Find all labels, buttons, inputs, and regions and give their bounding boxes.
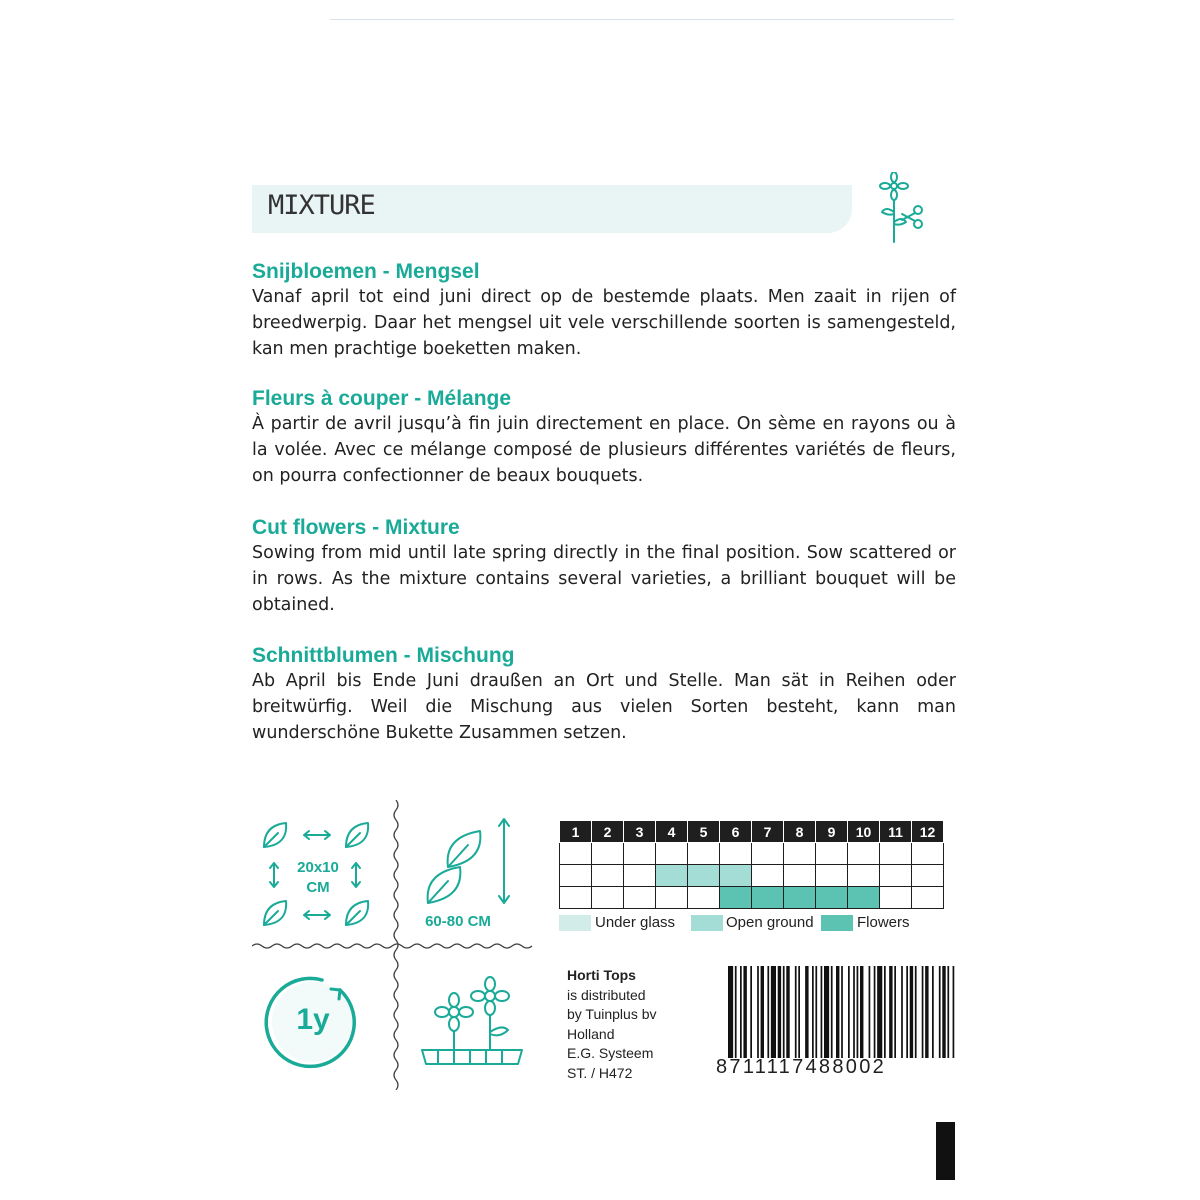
calendar-cell: [720, 887, 752, 909]
calendar-month-10: 10: [848, 821, 880, 843]
calendar-row-under-glass: [560, 843, 944, 865]
calendar-cell: [784, 887, 816, 909]
legend-swatch-under-glass: [559, 915, 591, 931]
calendar-cell: [624, 865, 656, 887]
barcode-number: 8711117488002: [716, 1056, 887, 1078]
section-title: Cut flowers - Mixture: [252, 516, 460, 539]
spacing-unit: CM: [306, 879, 330, 896]
distributor-line: by Tuinplus bv: [567, 1006, 657, 1022]
calendar-cell: [784, 843, 816, 865]
barcode-bar: [869, 966, 871, 1058]
calendar-cell: [880, 865, 912, 887]
legend-swatch-flowers: [821, 915, 853, 931]
barcode-bar: [922, 966, 924, 1058]
barcode-bar: [831, 966, 833, 1058]
calendar-cell: [816, 865, 848, 887]
calendar-cell: [688, 887, 720, 909]
calendar-month-row: [560, 821, 944, 843]
barcode-bar: [757, 966, 759, 1058]
barcode-bar: [728, 966, 733, 1058]
barcode-bar: [915, 966, 917, 1058]
calendar-cell: [720, 865, 752, 887]
barcode-bar: [836, 966, 839, 1058]
barcode-bar: [874, 966, 876, 1058]
calendar-month-8: 8: [784, 821, 816, 843]
barcode-bar: [786, 966, 789, 1058]
section-title: Snijbloemen - Mengsel: [252, 260, 480, 283]
barcode-bar: [925, 966, 928, 1058]
calendar-cell: [592, 843, 624, 865]
plant-height-icon: [418, 815, 518, 910]
calendar-cell: [752, 843, 784, 865]
barcode-bar: [942, 966, 945, 1058]
distributor-line: ST. / H472: [567, 1064, 633, 1081]
calendar-month-3: 3: [624, 821, 656, 843]
calendar-cell: [592, 887, 624, 909]
barcode-bar: [767, 966, 769, 1058]
calendar-cell: [656, 865, 688, 887]
barcode-bar: [894, 966, 896, 1058]
plant-height-label: 60-80 CM: [425, 913, 491, 930]
top-divider: [330, 19, 954, 20]
barcode-bar: [735, 966, 737, 1058]
barcode-bar: [860, 966, 863, 1058]
section-french: [252, 386, 956, 489]
calendar-row-open-ground: [560, 865, 944, 887]
barcode-bar: [798, 966, 800, 1058]
calendar-cell: [720, 843, 752, 865]
barcode-bar: [778, 966, 781, 1058]
calendar-cell: [752, 887, 784, 909]
brand-name: Horti Tops: [567, 967, 636, 983]
calendar-cell: [752, 865, 784, 887]
registration-mark: [936, 1122, 955, 1180]
calendar-month-5: 5: [688, 821, 720, 843]
barcode-bar: [761, 966, 764, 1058]
barcode-bar: [939, 966, 941, 1058]
barcode-bar: [853, 966, 855, 1058]
calendar-cell: [784, 865, 816, 887]
barcode-bar: [848, 966, 850, 1058]
calendar-cell: [880, 843, 912, 865]
section-body: À partir de avril jusqu’à fin juin directement en place. On sème en rayons ou à la volée. Avec ce mélange composé de plusieurs différentes variétés de fleurs, on pourra confectionner de beaux bouquets.: [252, 414, 956, 486]
calendar-cell: [592, 865, 624, 887]
calendar-legend: [559, 913, 959, 935]
calendar-month-4: 4: [656, 821, 688, 843]
distributor-info: [567, 966, 657, 1083]
calendar-cell: [624, 887, 656, 909]
calendar-cell: [848, 887, 880, 909]
barcode-bar: [795, 966, 797, 1058]
calendar-cell: [848, 843, 880, 865]
barcode-bar: [857, 966, 859, 1058]
calendar-month-1: 1: [560, 821, 592, 843]
calendar-cell: [560, 843, 592, 865]
barcode-image: [728, 966, 956, 1058]
barcode-bar: [812, 966, 814, 1058]
section-english: [252, 515, 956, 618]
legend-label-under-glass: Under glass: [595, 914, 676, 931]
barcode-bar: [953, 966, 955, 1058]
legend-label-flowers: Flowers: [857, 914, 910, 931]
calendar-cell: [912, 887, 944, 909]
calendar-row-flowers: [560, 887, 944, 909]
wavy-divider-horizontal: [252, 940, 540, 952]
calendar-cell: [656, 843, 688, 865]
spacing-label: [288, 858, 348, 898]
spacing-value: 20x10: [297, 859, 339, 876]
calendar-cell: [912, 843, 944, 865]
barcode-bar: [783, 966, 785, 1058]
calendar-month-7: 7: [752, 821, 784, 843]
distributor-line: Holland: [567, 1025, 615, 1042]
calendar-month-12: 12: [912, 821, 944, 843]
distributor-line: E.G. Systeem: [567, 1045, 654, 1061]
barcode-bar: [824, 966, 829, 1058]
barcode-bar: [884, 966, 886, 1058]
annual-label: 1y: [296, 1003, 330, 1036]
barcode-bar: [906, 966, 908, 1058]
calendar-cell: [560, 865, 592, 887]
calendar-cell: [688, 843, 720, 865]
barcode-bar: [910, 966, 913, 1058]
barcode-bar: [743, 966, 746, 1058]
section-german: [252, 643, 956, 746]
barcode-bar: [877, 966, 882, 1058]
sowing-calendar: [559, 820, 944, 909]
barcode-bar: [947, 966, 949, 1058]
barcode-bar: [901, 966, 903, 1058]
calendar-cell: [688, 865, 720, 887]
calendar-cell: [656, 887, 688, 909]
calendar-month-9: 9: [816, 821, 848, 843]
barcode-bar: [815, 966, 817, 1058]
calendar-cell: [816, 887, 848, 909]
calendar-cell: [880, 887, 912, 909]
calendar-cell: [560, 887, 592, 909]
calendar-cell: [848, 865, 880, 887]
barcode-bar: [821, 966, 823, 1058]
section-title: Schnittblumen - Mischung: [252, 644, 515, 667]
calendar-cell: [816, 843, 848, 865]
cut-flower-icon: [872, 172, 928, 246]
section-body: Vanaf april tot eind juni direct op de bestemde plaats. Men zaait in rijen of breedwerpig. Daar het mengsel uit vele verschillende soorten is samengesteld, kan men prachtige boeketten maken.: [252, 287, 956, 359]
barcode-bar: [750, 966, 752, 1058]
barcode-bar: [771, 966, 776, 1058]
calendar-cell: [912, 865, 944, 887]
banner-title: MIXTURE: [268, 190, 375, 221]
calendar-month-6: 6: [720, 821, 752, 843]
legend-swatch-open-ground: [691, 915, 723, 931]
calendar-month-2: 2: [592, 821, 624, 843]
barcode-bar: [889, 966, 892, 1058]
section-body: Ab April bis Ende Juni draußen an Ort und Stelle. Man sät in Reihen oder breitwürfig. Weil die Mischung aus vielen Sorten besteht, kann man wunderschöne Bukette Zusammen setzen.: [252, 671, 956, 743]
calendar-month-11: 11: [880, 821, 912, 843]
section-title: Fleurs à couper - Mélange: [252, 387, 512, 410]
legend-label-open-ground: Open ground: [726, 914, 814, 931]
seedling-tray-icon: [418, 972, 528, 1072]
barcode-bar: [932, 966, 934, 1058]
distributor-line: is distributed: [567, 986, 646, 1003]
section-dutch: [252, 259, 956, 362]
barcode-bar: [805, 966, 808, 1058]
barcode-bar: [740, 966, 742, 1058]
section-body: Sowing from mid until late spring directly in the final position. Sow scattered or in rows. As the mixture contains several varieties, a brilliant bouquet will be obtained.: [252, 543, 956, 615]
calendar-cell: [624, 843, 656, 865]
barcode-bar: [841, 966, 843, 1058]
